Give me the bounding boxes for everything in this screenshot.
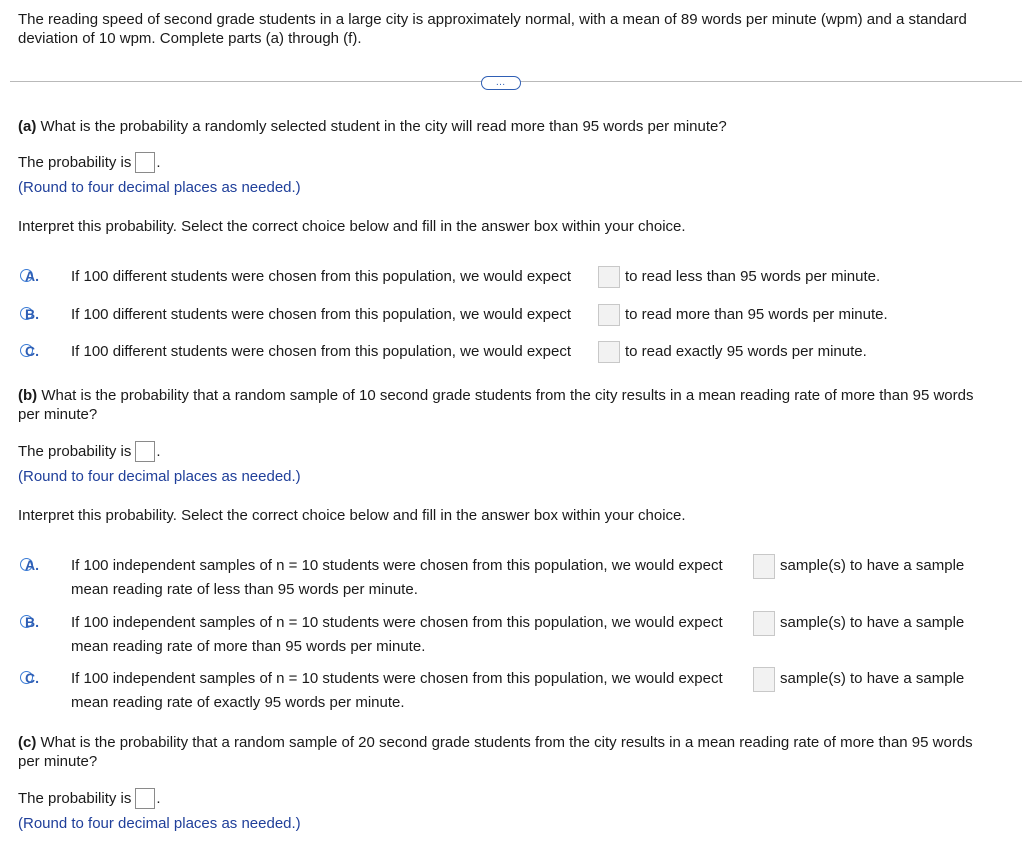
part-a-answer-line <box>18 152 161 173</box>
part-b-choice-a[interactable] <box>0 551 1024 601</box>
part-b-after-b: sample(s) to have a sample <box>780 614 965 631</box>
part-b-letter-b: B. <box>25 614 39 630</box>
part-b-question-text: What is the probability that a random sample of 10 second grade students from the city results in a mean reading rate of more than 95 words per minute? <box>18 387 974 423</box>
part-b-answer-prefix: The probability is <box>18 443 132 460</box>
part-a-answer-suffix: . <box>156 154 161 171</box>
part-b-input-b[interactable] <box>753 611 775 636</box>
part-b-choice-b[interactable] <box>0 608 1024 658</box>
part-b-choice-c[interactable] <box>0 664 1024 714</box>
part-c-label: (c) <box>18 734 37 751</box>
part-b-interpret: Interpret this probability. Select the correct choice below and fill in the answer box within your choice. <box>18 507 686 524</box>
part-b-text-c: If 100 independent samples of n = 10 students were chosen from this population, we would expect <box>71 670 723 687</box>
part-b-after-a: sample(s) to have a sample <box>780 557 965 574</box>
part-c-answer-line <box>18 788 161 809</box>
part-a-question-text: What is the probability a randomly selected student in the city will read more than 95 words per minute? <box>40 118 727 135</box>
part-b-line2-c: mean reading rate of exactly 95 words per minute. <box>71 694 405 711</box>
part-c-answer-prefix: The probability is <box>18 790 132 807</box>
part-b-label: (b) <box>18 387 38 404</box>
part-a-answer-prefix: The probability is <box>18 154 132 171</box>
part-c-question <box>18 733 988 771</box>
part-b-line2-a: mean reading rate of less than 95 words per minute. <box>71 581 418 598</box>
part-a-input-c[interactable] <box>598 341 620 363</box>
part-a-hint: (Round to four decimal places as needed.) <box>18 179 301 196</box>
part-a-after-a: to read less than 95 words per minute. <box>625 268 881 285</box>
part-b-text-a: If 100 independent samples of n = 10 students were chosen from this population, we would expect <box>71 557 723 574</box>
part-b-answer-suffix: . <box>156 443 161 460</box>
part-a-choice-c[interactable] <box>0 338 1024 366</box>
part-b-probability-input[interactable] <box>135 441 155 462</box>
part-b-hint: (Round to four decimal places as needed.) <box>18 468 301 485</box>
part-b-input-c[interactable] <box>753 667 775 692</box>
part-c-probability-input[interactable] <box>135 788 155 809</box>
part-a-text-c: If 100 different students were chosen from this population, we would expect <box>71 343 572 360</box>
show-more-button[interactable]: … <box>481 76 521 90</box>
part-c-hint: (Round to four decimal places as needed.) <box>18 815 301 832</box>
part-a-input-b[interactable] <box>598 304 620 326</box>
part-b-question <box>18 386 988 424</box>
part-a-letter-b: B. <box>25 306 39 322</box>
part-b-text-b: If 100 independent samples of n = 10 students were chosen from this population, we would expect <box>71 614 723 631</box>
problem-intro: The reading speed of second grade students in a large city is approximately normal, with a mean of 89 words per minute (wpm) and a standard deviation of 10 wpm. Complete parts (a) through (f). <box>18 11 967 47</box>
part-a-input-a[interactable] <box>598 266 620 288</box>
part-b-after-c: sample(s) to have a sample <box>780 670 965 687</box>
part-a-letter-a: A. <box>25 268 39 284</box>
part-c-question-text: What is the probability that a random sample of 20 second grade students from the city results in a mean reading rate of more than 95 words per minute? <box>18 734 973 770</box>
part-a-choice-b[interactable] <box>0 301 1024 329</box>
part-a-after-b: to read more than 95 words per minute. <box>625 306 888 323</box>
part-a-label: (a) <box>18 118 37 135</box>
part-a-choice-a[interactable] <box>0 263 1024 291</box>
part-a-after-c: to read exactly 95 words per minute. <box>625 343 867 360</box>
part-a-text-b: If 100 different students were chosen from this population, we would expect <box>71 306 572 323</box>
part-a-letter-c: C. <box>25 343 39 359</box>
part-c-answer-suffix: . <box>156 790 161 807</box>
part-a-probability-input[interactable] <box>135 152 155 173</box>
part-a-interpret: Interpret this probability. Select the correct choice below and fill in the answer box within your choice. <box>18 218 686 235</box>
part-b-answer-line <box>18 441 161 462</box>
part-a-text-a: If 100 different students were chosen from this population, we would expect <box>71 268 572 285</box>
part-b-line2-b: mean reading rate of more than 95 words per minute. <box>71 638 426 655</box>
part-b-letter-c: C. <box>25 670 39 686</box>
part-b-input-a[interactable] <box>753 554 775 579</box>
part-a-question <box>18 117 1008 136</box>
part-b-letter-a: A. <box>25 557 39 573</box>
